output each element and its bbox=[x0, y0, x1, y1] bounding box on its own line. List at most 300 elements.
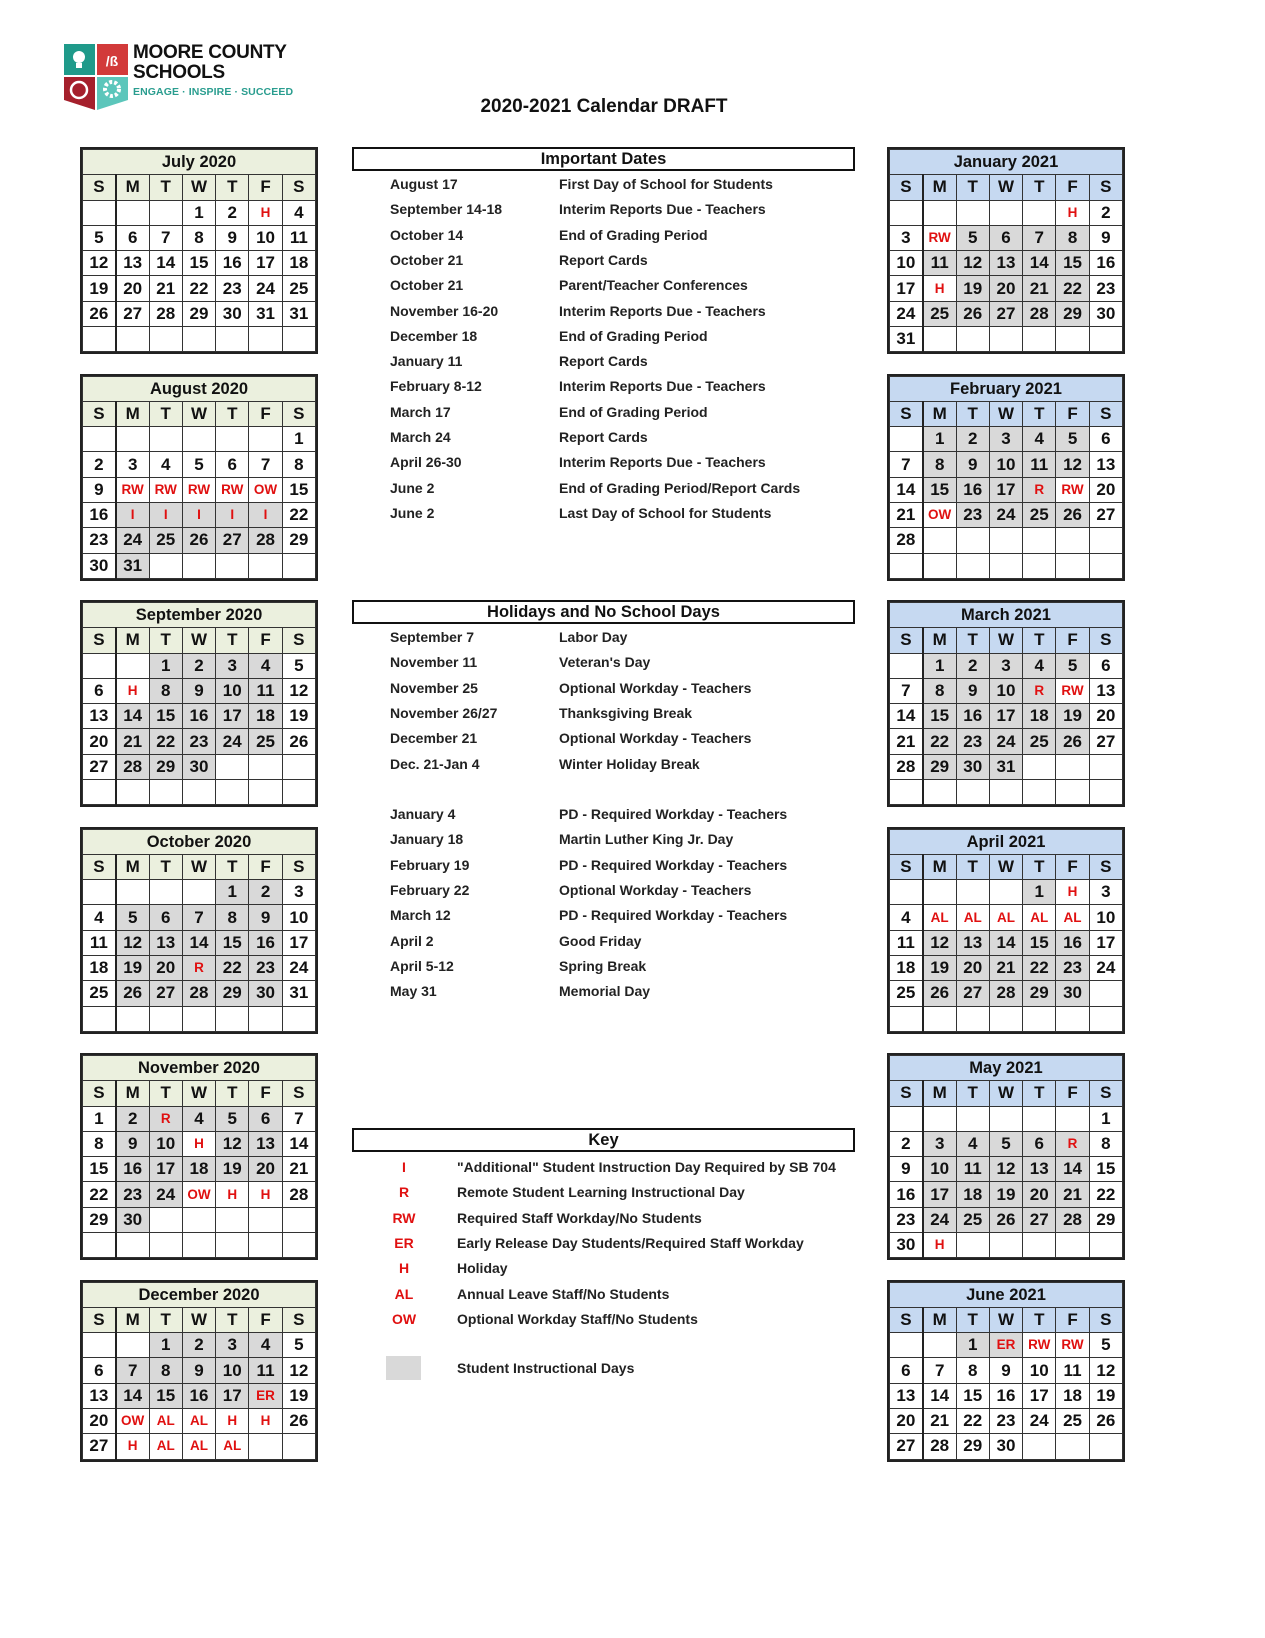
empty-day-cell bbox=[216, 1207, 249, 1232]
day-cell: 16 bbox=[989, 1383, 1022, 1408]
item-description: PD - Required Workday - Teachers bbox=[559, 907, 788, 924]
week-row bbox=[83, 905, 316, 930]
day-cell: 16 bbox=[182, 1383, 215, 1408]
day-cell: 9 bbox=[216, 225, 249, 250]
weekday-label: S bbox=[282, 1307, 315, 1332]
weekday-header-row bbox=[890, 854, 1123, 879]
weekday-label: T bbox=[149, 401, 182, 426]
day-cell: 4 bbox=[1023, 427, 1056, 452]
day-cell: 12 bbox=[989, 1157, 1022, 1182]
day-cell: 5 bbox=[83, 225, 116, 250]
page-title: 2020-2021 Calendar DRAFT bbox=[480, 96, 728, 117]
day-cell: 23 bbox=[216, 276, 249, 301]
empty-day-cell bbox=[923, 553, 956, 578]
empty-day-cell bbox=[890, 1106, 923, 1131]
empty-day-cell bbox=[1056, 1006, 1089, 1031]
week-row bbox=[83, 225, 316, 250]
week-row bbox=[83, 452, 316, 477]
day-cell: RW bbox=[1023, 1333, 1056, 1358]
day-cell: 23 bbox=[83, 528, 116, 553]
day-cell: 10 bbox=[923, 1157, 956, 1182]
empty-day-cell bbox=[216, 1233, 249, 1258]
day-cell: 7 bbox=[282, 1106, 315, 1131]
day-cell: 15 bbox=[282, 477, 315, 502]
empty-day-cell bbox=[282, 1434, 315, 1459]
month-calendar bbox=[887, 600, 1125, 807]
day-cell: 2 bbox=[182, 653, 215, 678]
day-cell: 28 bbox=[989, 981, 1022, 1006]
day-cell: 24 bbox=[249, 276, 282, 301]
day-cell: 22 bbox=[923, 729, 956, 754]
day-cell: 2 bbox=[956, 653, 989, 678]
day-cell: 6 bbox=[1023, 1131, 1056, 1156]
month-title: February 2021 bbox=[890, 376, 1123, 401]
day-cell: 27 bbox=[1023, 1207, 1056, 1232]
item-description: Memorial Day bbox=[559, 983, 651, 1000]
empty-day-cell bbox=[956, 1106, 989, 1131]
day-cell: 16 bbox=[216, 251, 249, 276]
day-cell: RW bbox=[923, 225, 956, 250]
day-cell: 18 bbox=[182, 1157, 215, 1182]
day-cell: 3 bbox=[989, 653, 1022, 678]
weekday-label: T bbox=[149, 175, 182, 200]
item-description: PD - Required Workday - Teachers bbox=[559, 806, 788, 823]
week-row bbox=[83, 1157, 316, 1182]
day-cell: 15 bbox=[216, 930, 249, 955]
day-cell: AL bbox=[1056, 905, 1089, 930]
day-cell: 16 bbox=[890, 1182, 923, 1207]
key-description: Optional Workday Staff/No Students bbox=[457, 1310, 698, 1327]
day-cell: 15 bbox=[923, 704, 956, 729]
day-cell: 13 bbox=[890, 1383, 923, 1408]
empty-day-cell bbox=[182, 880, 215, 905]
item-date: February 8-12 bbox=[390, 378, 482, 395]
day-cell: 2 bbox=[249, 880, 282, 905]
weekday-label: M bbox=[116, 1081, 149, 1106]
week-row bbox=[890, 327, 1123, 352]
month-title: July 2020 bbox=[83, 150, 316, 175]
day-cell: 8 bbox=[216, 905, 249, 930]
day-cell: 16 bbox=[249, 930, 282, 955]
month-title: December 2020 bbox=[83, 1282, 316, 1307]
weekday-label: S bbox=[282, 854, 315, 879]
weekday-label: T bbox=[1023, 175, 1056, 200]
day-cell: RW bbox=[216, 477, 249, 502]
day-cell: 12 bbox=[83, 251, 116, 276]
day-cell: 10 bbox=[216, 1358, 249, 1383]
day-cell: 4 bbox=[149, 452, 182, 477]
week-row bbox=[890, 1333, 1123, 1358]
empty-day-cell bbox=[249, 427, 282, 452]
item-date: March 17 bbox=[390, 403, 451, 420]
week-row bbox=[83, 1233, 316, 1258]
day-cell: 23 bbox=[1089, 276, 1122, 301]
day-cell: 20 bbox=[1089, 704, 1122, 729]
day-cell: 2 bbox=[216, 200, 249, 225]
month-calendar bbox=[887, 147, 1125, 354]
day-cell: 17 bbox=[923, 1182, 956, 1207]
week-row bbox=[83, 276, 316, 301]
day-cell: 9 bbox=[182, 678, 215, 703]
week-row bbox=[83, 200, 316, 225]
day-cell: 31 bbox=[282, 981, 315, 1006]
key-code: H bbox=[398, 1260, 410, 1277]
day-cell: 16 bbox=[116, 1157, 149, 1182]
empty-day-cell bbox=[249, 1233, 282, 1258]
week-row bbox=[83, 653, 316, 678]
day-cell: 8 bbox=[282, 452, 315, 477]
key-heading: Key bbox=[352, 1128, 855, 1152]
day-cell: 4 bbox=[83, 905, 116, 930]
day-cell: 20 bbox=[83, 729, 116, 754]
week-row bbox=[890, 200, 1123, 225]
day-cell: 4 bbox=[249, 653, 282, 678]
month-title: August 2020 bbox=[83, 376, 316, 401]
item-description: Report Cards bbox=[559, 429, 648, 445]
empty-day-cell bbox=[1056, 553, 1089, 578]
day-cell: 2 bbox=[1089, 200, 1122, 225]
weekday-label: S bbox=[1089, 628, 1122, 653]
weekday-label: S bbox=[890, 175, 923, 200]
empty-day-cell bbox=[216, 1006, 249, 1031]
day-cell: 4 bbox=[249, 1333, 282, 1358]
item-date: May 31 bbox=[390, 983, 437, 1000]
empty-day-cell bbox=[956, 1233, 989, 1258]
day-cell: 20 bbox=[890, 1408, 923, 1433]
weekday-label: T bbox=[956, 175, 989, 200]
day-cell: H bbox=[249, 1182, 282, 1207]
day-cell: 28 bbox=[890, 528, 923, 553]
weekday-label: F bbox=[1056, 854, 1089, 879]
day-cell: 26 bbox=[182, 528, 215, 553]
key-code: I bbox=[402, 1159, 406, 1175]
item-date: February 19 bbox=[390, 856, 470, 873]
empty-day-cell bbox=[1023, 553, 1056, 578]
day-cell: 2 bbox=[956, 427, 989, 452]
empty-day-cell bbox=[1056, 528, 1089, 553]
weekday-label: T bbox=[956, 401, 989, 426]
day-cell: 1 bbox=[149, 653, 182, 678]
day-cell: 9 bbox=[83, 477, 116, 502]
day-cell: 15 bbox=[182, 251, 215, 276]
day-cell: 21 bbox=[890, 729, 923, 754]
day-cell: 14 bbox=[1056, 1157, 1089, 1182]
day-cell: 27 bbox=[216, 528, 249, 553]
day-cell: 29 bbox=[149, 754, 182, 779]
empty-day-cell bbox=[149, 553, 182, 578]
day-cell: 30 bbox=[989, 1434, 1022, 1459]
item-description: Interim Reports Due - Teachers bbox=[559, 302, 766, 319]
day-cell: 6 bbox=[149, 905, 182, 930]
item-date: March 12 bbox=[390, 907, 451, 924]
day-cell: 18 bbox=[83, 955, 116, 980]
weekday-label: S bbox=[1089, 1081, 1122, 1106]
empty-day-cell bbox=[1056, 780, 1089, 805]
key-description: Required Staff Workday/No Students bbox=[457, 1209, 702, 1226]
empty-day-cell bbox=[116, 653, 149, 678]
day-cell: RW bbox=[116, 477, 149, 502]
item-date: August 17 bbox=[390, 176, 458, 192]
day-cell: 6 bbox=[890, 1358, 923, 1383]
weekday-header-row bbox=[83, 175, 316, 200]
empty-day-cell bbox=[1023, 1233, 1056, 1258]
empty-day-cell bbox=[1056, 1106, 1089, 1131]
day-cell: 3 bbox=[989, 427, 1022, 452]
weekday-label: M bbox=[923, 175, 956, 200]
empty-day-cell bbox=[1023, 200, 1056, 225]
day-cell: 16 bbox=[956, 704, 989, 729]
day-cell: 28 bbox=[182, 981, 215, 1006]
day-cell: 25 bbox=[956, 1207, 989, 1232]
item-date: October 14 bbox=[390, 226, 464, 243]
key-code: AL bbox=[394, 1285, 414, 1302]
empty-day-cell bbox=[83, 1333, 116, 1358]
weekday-label: W bbox=[182, 401, 215, 426]
day-cell: OW bbox=[249, 477, 282, 502]
day-cell: 19 bbox=[116, 955, 149, 980]
weekday-label: T bbox=[956, 1081, 989, 1106]
day-cell: 27 bbox=[890, 1434, 923, 1459]
weekday-label: S bbox=[282, 401, 315, 426]
day-cell: 8 bbox=[182, 225, 215, 250]
empty-day-cell bbox=[1023, 1106, 1056, 1131]
day-cell: AL bbox=[923, 905, 956, 930]
day-cell: 6 bbox=[116, 225, 149, 250]
empty-day-cell bbox=[890, 780, 923, 805]
day-cell: 29 bbox=[282, 528, 315, 553]
day-cell: 14 bbox=[890, 704, 923, 729]
day-cell: 3 bbox=[1089, 880, 1122, 905]
day-cell: 24 bbox=[989, 729, 1022, 754]
empty-day-cell bbox=[116, 1233, 149, 1258]
week-row bbox=[83, 1383, 316, 1408]
day-cell: 25 bbox=[282, 276, 315, 301]
day-cell: 9 bbox=[249, 905, 282, 930]
weekday-label: T bbox=[149, 854, 182, 879]
day-cell: 19 bbox=[923, 955, 956, 980]
day-cell: 6 bbox=[249, 1106, 282, 1131]
item-date: April 2 bbox=[390, 932, 434, 949]
empty-day-cell bbox=[956, 880, 989, 905]
day-cell: 29 bbox=[182, 301, 215, 326]
day-cell: 12 bbox=[216, 1131, 249, 1156]
empty-day-cell bbox=[923, 327, 956, 352]
item-description: Spring Break bbox=[559, 957, 647, 974]
empty-day-cell bbox=[216, 553, 249, 578]
item-description: End of Grading Period/Report Cards bbox=[559, 479, 801, 496]
day-cell: R bbox=[1023, 477, 1056, 502]
item-description: PD - Required Workday - Teachers bbox=[559, 856, 788, 873]
month-calendar bbox=[80, 600, 318, 807]
item-description: Thanksgiving Break bbox=[559, 704, 693, 721]
key-description: Annual Leave Staff/No Students bbox=[457, 1285, 670, 1302]
empty-day-cell bbox=[956, 780, 989, 805]
weekday-label: T bbox=[149, 1307, 182, 1332]
day-cell: 9 bbox=[182, 1358, 215, 1383]
day-cell: 28 bbox=[149, 301, 182, 326]
day-cell: 29 bbox=[216, 981, 249, 1006]
instructional-day-swatch bbox=[386, 1356, 421, 1380]
week-row bbox=[890, 930, 1123, 955]
week-row bbox=[83, 780, 316, 805]
day-cell: I bbox=[116, 502, 149, 527]
day-cell: 14 bbox=[890, 477, 923, 502]
day-cell: 17 bbox=[249, 251, 282, 276]
weekday-label: T bbox=[1023, 628, 1056, 653]
day-cell: 8 bbox=[149, 678, 182, 703]
day-cell: R bbox=[149, 1106, 182, 1131]
day-cell: 10 bbox=[216, 678, 249, 703]
day-cell: 23 bbox=[956, 729, 989, 754]
item-date: April 26-30 bbox=[390, 454, 462, 471]
week-row bbox=[83, 955, 316, 980]
day-cell: 7 bbox=[116, 1358, 149, 1383]
day-cell: 12 bbox=[1056, 452, 1089, 477]
day-cell: 21 bbox=[923, 1408, 956, 1433]
week-row bbox=[83, 1182, 316, 1207]
week-row bbox=[83, 1006, 316, 1031]
week-row bbox=[890, 1157, 1123, 1182]
day-cell: H bbox=[116, 678, 149, 703]
item-date: June 2 bbox=[390, 479, 435, 496]
weekday-label: M bbox=[116, 175, 149, 200]
day-cell: 16 bbox=[83, 502, 116, 527]
day-cell: 16 bbox=[1089, 251, 1122, 276]
day-cell: 7 bbox=[923, 1358, 956, 1383]
key-code: OW bbox=[391, 1310, 417, 1327]
day-cell: 26 bbox=[956, 301, 989, 326]
empty-day-cell bbox=[116, 200, 149, 225]
day-cell: H bbox=[116, 1434, 149, 1459]
day-cell: 18 bbox=[890, 955, 923, 980]
empty-day-cell bbox=[1023, 754, 1056, 779]
empty-day-cell bbox=[182, 553, 215, 578]
day-cell: 29 bbox=[956, 1434, 989, 1459]
weekday-label: T bbox=[216, 401, 249, 426]
day-cell: 18 bbox=[282, 251, 315, 276]
weekday-label: W bbox=[989, 1081, 1022, 1106]
empty-day-cell bbox=[890, 1006, 923, 1031]
empty-day-cell bbox=[249, 1207, 282, 1232]
empty-day-cell bbox=[249, 754, 282, 779]
weekday-label: W bbox=[989, 628, 1022, 653]
weekday-label: W bbox=[182, 1081, 215, 1106]
week-row bbox=[890, 729, 1123, 754]
day-cell: 23 bbox=[1056, 955, 1089, 980]
day-cell: 13 bbox=[1089, 678, 1122, 703]
empty-day-cell bbox=[989, 327, 1022, 352]
day-cell: 11 bbox=[282, 225, 315, 250]
day-cell: 30 bbox=[956, 754, 989, 779]
month-calendar bbox=[80, 1280, 318, 1462]
week-row bbox=[890, 276, 1123, 301]
item-description: Interim Reports Due - Teachers bbox=[559, 201, 766, 218]
key-description: Remote Student Learning Instructional Day bbox=[457, 1184, 745, 1201]
day-cell: 7 bbox=[182, 905, 215, 930]
day-cell: 27 bbox=[956, 981, 989, 1006]
month-title: October 2020 bbox=[83, 829, 316, 854]
weekday-label: S bbox=[1089, 1307, 1122, 1332]
day-cell: 25 bbox=[1023, 729, 1056, 754]
empty-day-cell bbox=[83, 780, 116, 805]
logo-name-line2: SCHOOLS bbox=[133, 62, 225, 83]
week-row bbox=[83, 301, 316, 326]
week-row bbox=[890, 981, 1123, 1006]
day-cell: 22 bbox=[149, 729, 182, 754]
day-cell: 6 bbox=[216, 452, 249, 477]
day-cell: 11 bbox=[83, 930, 116, 955]
day-cell: 31 bbox=[989, 754, 1022, 779]
day-cell: 20 bbox=[116, 276, 149, 301]
day-cell: H bbox=[216, 1182, 249, 1207]
week-row bbox=[890, 678, 1123, 703]
day-cell: 19 bbox=[216, 1157, 249, 1182]
week-row bbox=[83, 704, 316, 729]
day-cell: H bbox=[1056, 880, 1089, 905]
empty-day-cell bbox=[149, 780, 182, 805]
week-row bbox=[83, 930, 316, 955]
week-row bbox=[890, 477, 1123, 502]
weekday-label: S bbox=[890, 401, 923, 426]
item-date: December 18 bbox=[390, 327, 478, 344]
weekday-label: S bbox=[282, 175, 315, 200]
day-cell: 17 bbox=[216, 704, 249, 729]
day-cell: 28 bbox=[923, 1434, 956, 1459]
day-cell: 11 bbox=[249, 1358, 282, 1383]
empty-day-cell bbox=[83, 880, 116, 905]
week-row bbox=[890, 1131, 1123, 1156]
empty-day-cell bbox=[116, 327, 149, 352]
empty-day-cell bbox=[923, 1006, 956, 1031]
day-cell: 21 bbox=[890, 502, 923, 527]
day-cell: 26 bbox=[116, 981, 149, 1006]
weekday-label: T bbox=[1023, 401, 1056, 426]
day-cell: 1 bbox=[216, 880, 249, 905]
day-cell: 27 bbox=[1089, 502, 1122, 527]
month-title: September 2020 bbox=[83, 603, 316, 628]
week-row bbox=[890, 704, 1123, 729]
empty-day-cell bbox=[1023, 327, 1056, 352]
day-cell: 22 bbox=[1089, 1182, 1122, 1207]
key-description: "Additional" Student Instruction Day Required by SB 704 bbox=[457, 1159, 836, 1175]
empty-day-cell bbox=[149, 1233, 182, 1258]
weekday-label: T bbox=[216, 1081, 249, 1106]
empty-day-cell bbox=[989, 528, 1022, 553]
weekday-label: T bbox=[149, 1081, 182, 1106]
weekday-label: S bbox=[83, 401, 116, 426]
day-cell: 24 bbox=[890, 301, 923, 326]
empty-day-cell bbox=[83, 327, 116, 352]
day-cell: AL bbox=[1023, 905, 1056, 930]
day-cell: 24 bbox=[282, 955, 315, 980]
week-row bbox=[890, 452, 1123, 477]
item-date: October 21 bbox=[390, 277, 464, 294]
empty-day-cell bbox=[1089, 1434, 1122, 1459]
empty-day-cell bbox=[282, 780, 315, 805]
empty-day-cell bbox=[923, 780, 956, 805]
day-cell: 23 bbox=[116, 1182, 149, 1207]
weekday-label: S bbox=[890, 1307, 923, 1332]
day-cell: RW bbox=[1056, 477, 1089, 502]
day-cell: 30 bbox=[1089, 301, 1122, 326]
month-calendar bbox=[887, 374, 1125, 581]
month-title: June 2021 bbox=[890, 1282, 1123, 1307]
empty-day-cell bbox=[1056, 327, 1089, 352]
day-cell: 22 bbox=[956, 1408, 989, 1433]
day-cell: 18 bbox=[249, 704, 282, 729]
day-cell: 22 bbox=[182, 276, 215, 301]
week-row bbox=[83, 1333, 316, 1358]
